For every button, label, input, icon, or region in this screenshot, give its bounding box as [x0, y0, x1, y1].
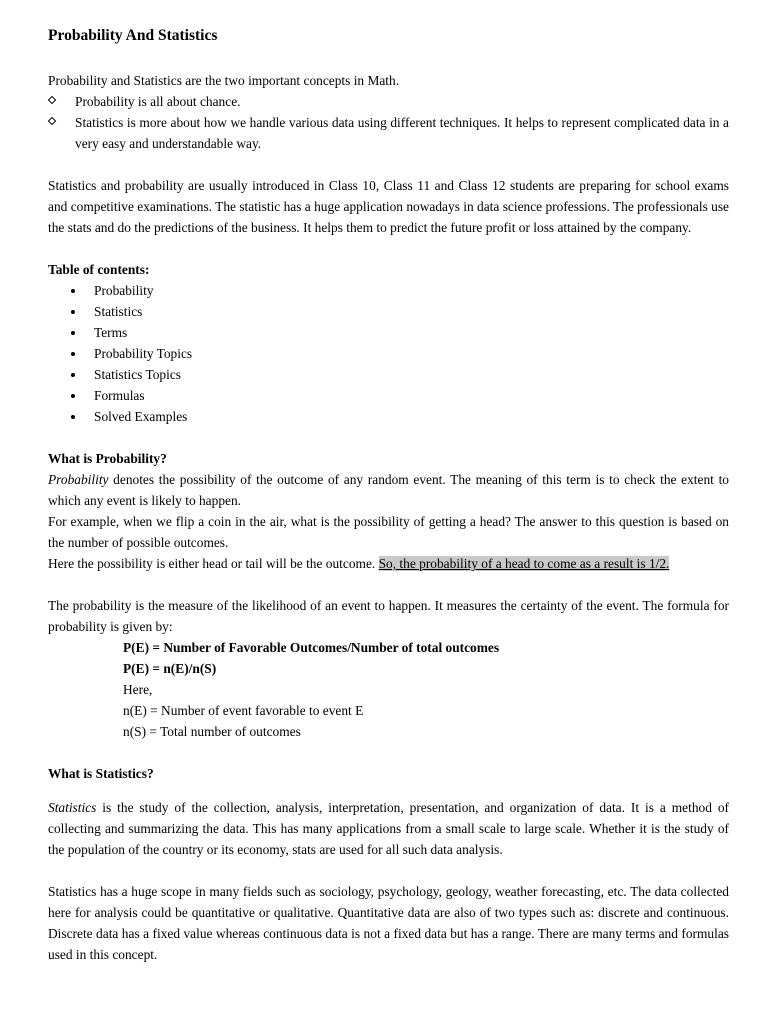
formula-block: [48, 637, 729, 742]
bullet-icon: [71, 415, 75, 419]
toc-item: Formulas: [48, 385, 729, 406]
diamond-bullet-icon: [48, 96, 56, 104]
intro-list: [48, 91, 729, 154]
probability-measure: The probability is the measure of the likelihood of an event to happen. It measures the certainty of the event. The formula for probability is given by:: [48, 598, 729, 634]
bullet-icon: [71, 289, 75, 293]
intro-list-item: Probability is all about chance.: [48, 91, 729, 112]
probability-term: Probability: [48, 472, 109, 487]
bullet-icon: [71, 373, 75, 377]
formula-def-2: n(S) = Total number of outcomes: [123, 724, 301, 739]
bullet-icon: [71, 352, 75, 356]
bullet-icon: [71, 394, 75, 398]
toc-heading: Table of contents:: [48, 262, 150, 277]
document-page: [48, 24, 729, 965]
probability-definition: Probability denotes the possibility of the outcome of any random event. The meaning of this term is to check the extent to which any event is likely to happen.: [48, 472, 729, 508]
probability-heading: What is Probability?: [48, 451, 167, 466]
formula-2: P(E) = n(E)/n(S): [123, 661, 217, 676]
toc-item: Solved Examples: [48, 406, 729, 427]
formula-def-1: n(E) = Number of event favorable to event E: [123, 703, 364, 718]
toc-item: Statistics Topics: [48, 364, 729, 385]
toc-item: Probability: [48, 280, 729, 301]
statistics-term: Statistics: [48, 800, 97, 815]
formula-1: P(E) = Number of Favorable Outcomes/Number of total outcomes: [123, 640, 500, 655]
toc-item: Terms: [48, 322, 729, 343]
probability-example: For example, when we flip a coin in the air, what is the possibility of getting a head? The answer to this question is based on the number of possible outcomes.: [48, 514, 729, 550]
intro-paragraph: Statistics and probability are usually introduced in Class 10, Class 11 and Class 12 students are preparing for school exams and competitive examinations. The statistic has a huge application nowadays in data science professions. The professionals use the stats and do the predictions of the business. It helps them to predict the future profit or loss attained by the company.: [48, 178, 729, 235]
intro-text: Probability and Statistics are the two important concepts in Math.: [48, 73, 400, 88]
probability-outcome: Here the possibility is either head or tail will be the outcome. So, the probability of a head to come as a result is 1/2.: [48, 556, 670, 571]
bullet-icon: [71, 331, 75, 335]
diamond-bullet-icon: [48, 117, 56, 125]
statistics-definition: Statistics is the study of the collection, analysis, interpretation, presentation, and organization of data. It is a method of collecting and summarizing the data. This has many applications from a small scale to large scale. Whether it is the study of the population of the country or its economy, stats are used for all such data analysis.: [48, 800, 729, 857]
highlighted-text: So, the probability of a head to come as a result is 1/2.: [378, 556, 670, 571]
toc-item: Probability Topics: [48, 343, 729, 364]
bullet-icon: [71, 310, 75, 314]
toc-item: Statistics: [48, 301, 729, 322]
toc-list: [48, 280, 729, 427]
document-title: Probability And Statistics: [48, 27, 218, 44]
statistics-scope: Statistics has a huge scope in many fields such as sociology, psychology, geology, weather forecasting, etc. The data collected here for analysis could be quantitative or qualitative. Quantitative data are also of two types such as: discrete and continuous. Discrete data has a fixed value whereas continuous data is not a fixed data but has a range. There are many terms and formulas used in this concept.: [48, 884, 729, 962]
intro-list-item: Statistics is more about how we handle various data using different techniques. It helps to represent complicated data in a very easy and understandable way.: [48, 112, 729, 154]
statistics-heading: What is Statistics?: [48, 766, 154, 781]
formula-here: Here,: [123, 682, 153, 697]
